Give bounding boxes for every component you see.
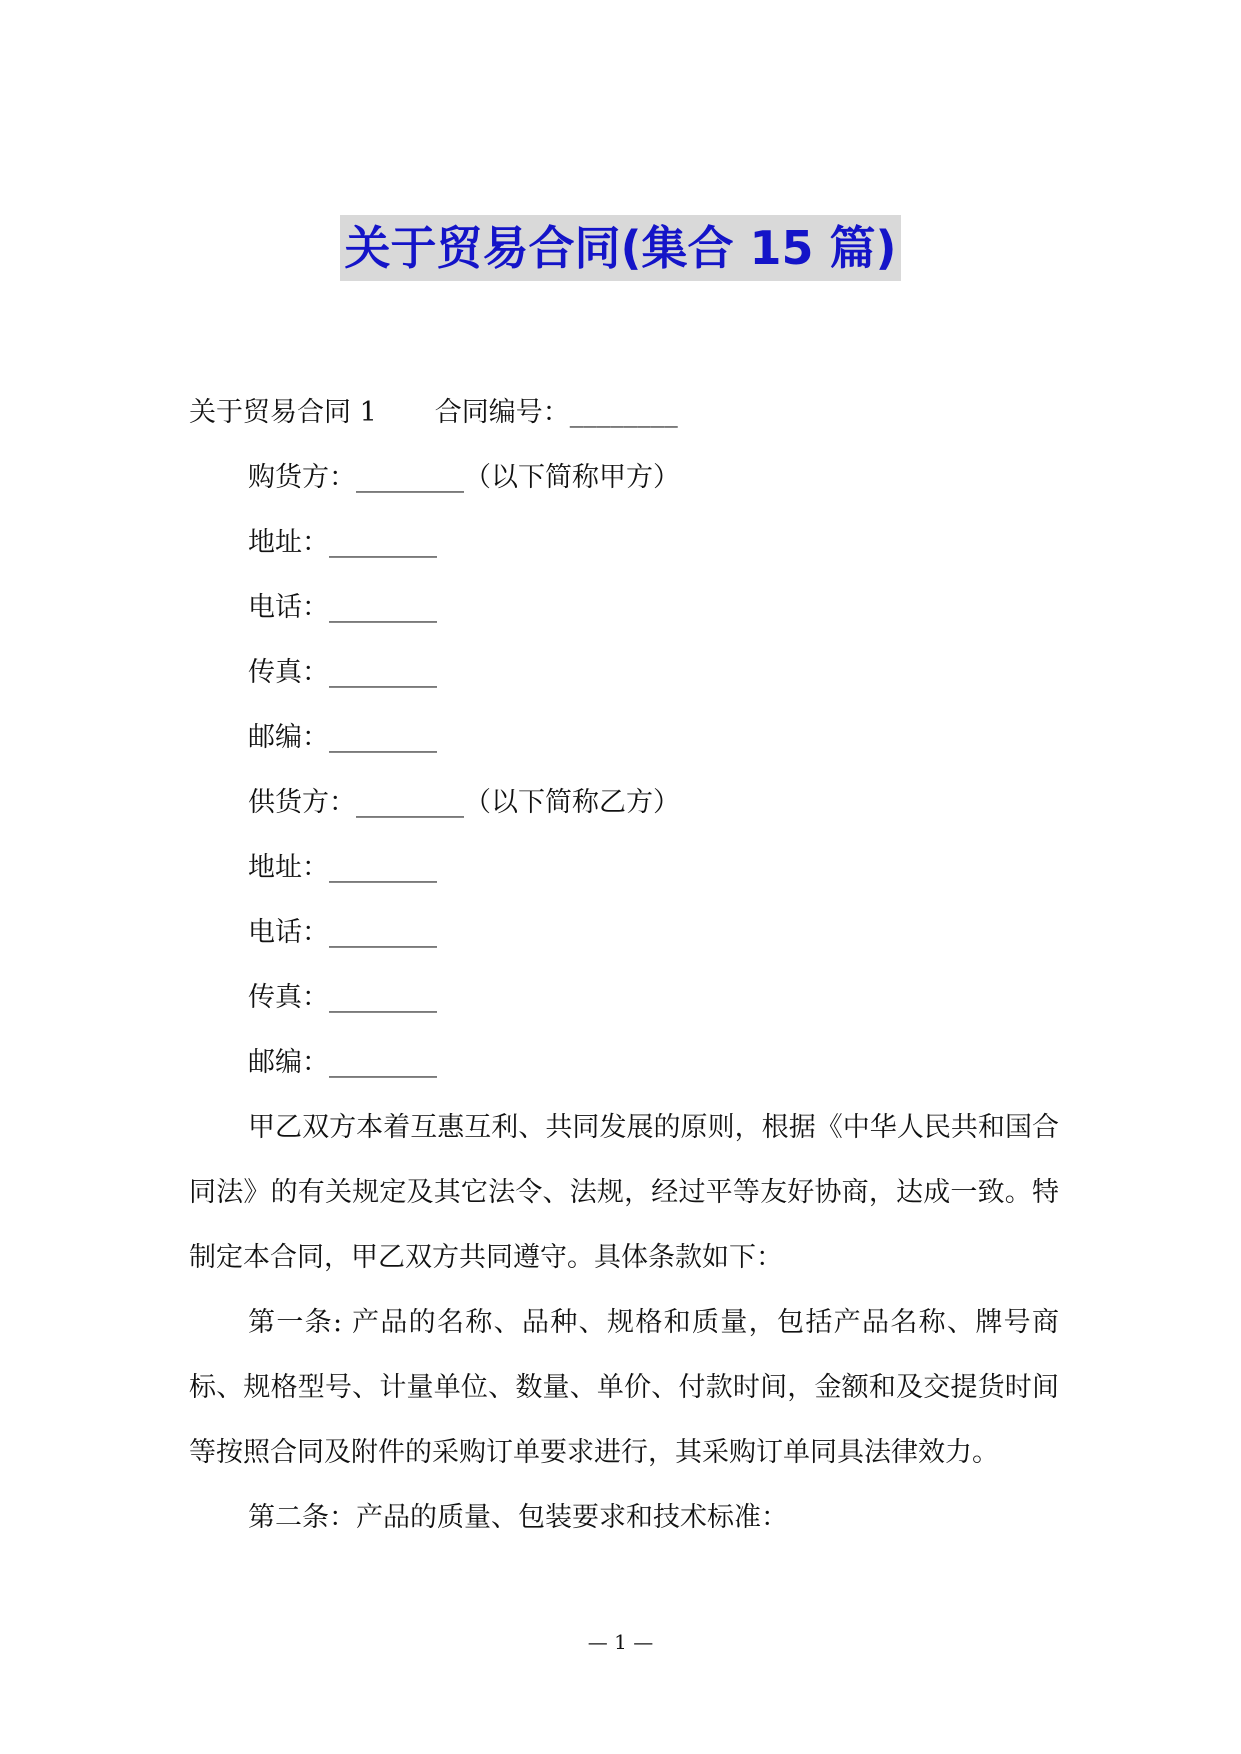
document-title: 关于贸易合同(集合 15 篇) (340, 215, 900, 281)
contract-heading-line (189, 380, 1059, 445)
article-1-paragraph: 第一条: 产品的名称、品种、规格和质量，包括产品名称、牌号商标、规格型号、计量单位、数量、单价、付款时间，金额和及交提货时间等按照合同及附件的采购订单要求进行，其采购订单同具法律效力。 (189, 1307, 1059, 1468)
seller-address-line: 地址：________ (248, 852, 437, 883)
preamble-paragraph: 甲乙双方本着互惠互利、共同发展的原则，根据《中华人民共和国合同法》的有关规定及其它法令、法规，经过平等友好协商，达成一致。特制定本合同，甲乙双方共同遵守。具体条款如下： (189, 1112, 1059, 1273)
article-2-paragraph: 第二条：产品的质量、包装要求和技术标准： (248, 1502, 788, 1533)
buyer-postcode-line: 邮编：________ (248, 722, 437, 753)
contract-body (189, 380, 1059, 1550)
seller-line: 供货方：________（以下简称乙方） (248, 787, 680, 818)
seller-fax-line: 传真：________ (248, 982, 437, 1013)
contract-heading: 关于贸易合同 1 (189, 397, 377, 428)
contract-number-field: 合同编号：________ (434, 397, 678, 428)
buyer-line: 购货方：________（以下简称甲方） (248, 462, 680, 493)
seller-postcode-line: 邮编：________ (248, 1047, 437, 1078)
title-container (0, 215, 1241, 281)
page-footer (0, 1630, 1241, 1654)
seller-phone-line: 电话：________ (248, 917, 437, 948)
buyer-fax-line: 传真：________ (248, 657, 437, 688)
buyer-address-line: 地址：________ (248, 527, 437, 558)
buyer-phone-line: 电话：________ (248, 592, 437, 623)
page-number: — 1 — (587, 1630, 654, 1654)
